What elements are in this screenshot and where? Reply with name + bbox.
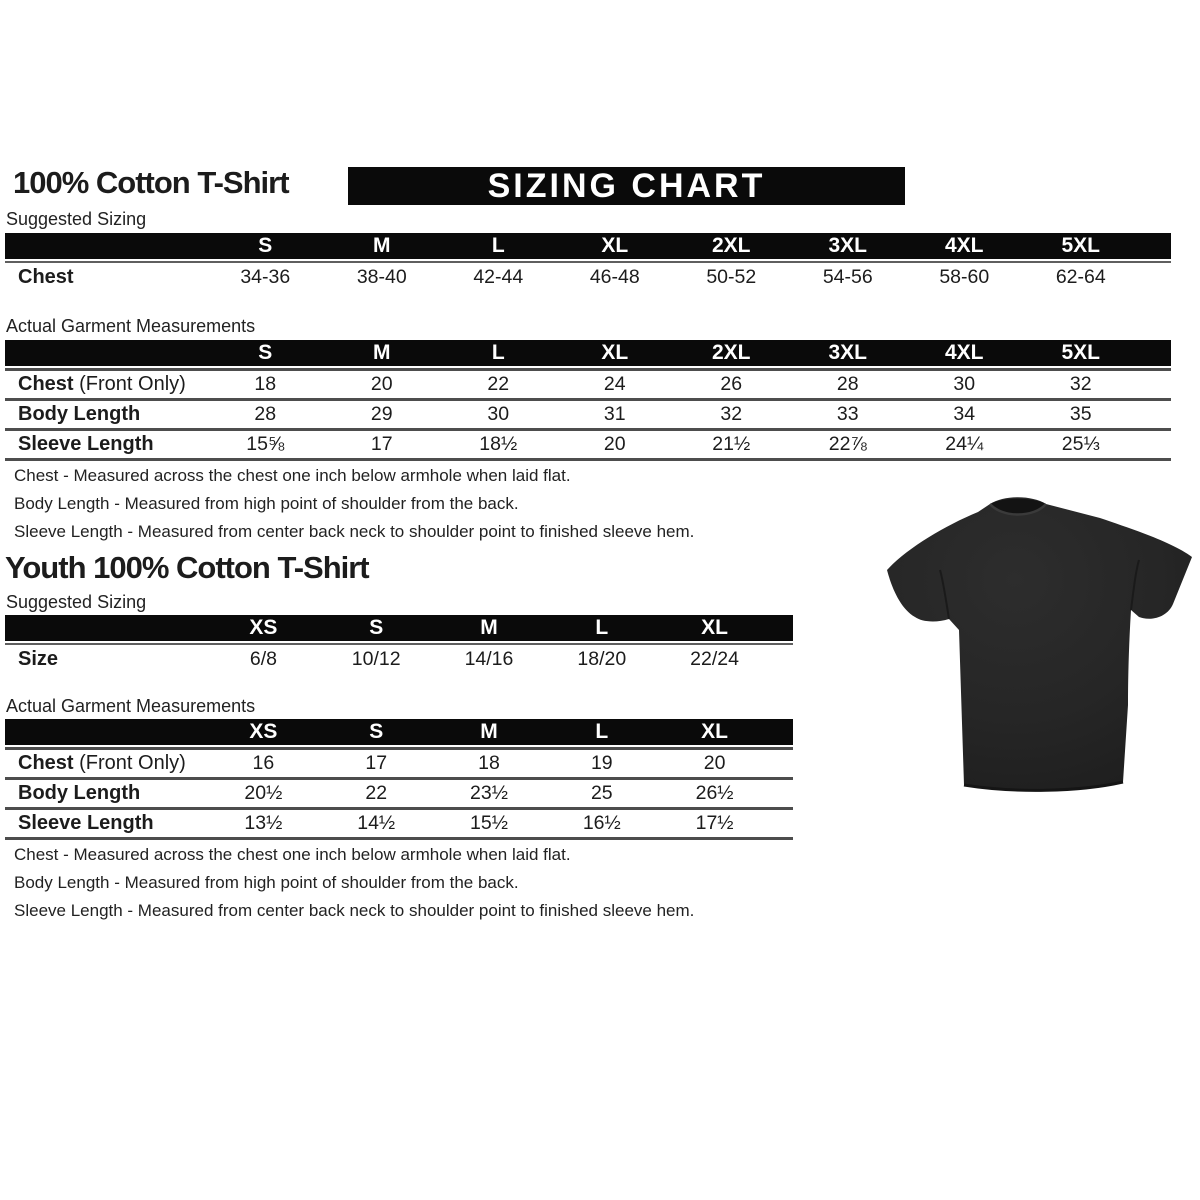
sleeve-length-measurement-note: Sleeve Length - Measured from center back neck to shoulder point to finished sleeve hem.: [14, 522, 695, 541]
measurement-cell: 62-64: [1055, 265, 1106, 288]
measurement-cell: 19: [590, 752, 613, 774]
size-column-header: M: [373, 341, 391, 364]
measurement-cell: 26½: [695, 782, 734, 804]
row-label: Body Length: [18, 782, 141, 804]
row-label: Chest (Front Only): [18, 752, 186, 774]
table-row: [5, 780, 793, 810]
measurement-cell: 26: [720, 373, 743, 395]
measurement-cell: 28: [836, 373, 859, 395]
measurement-cell: 22: [487, 373, 510, 395]
youth-chest-measurement-note: Chest - Measured across the chest one inch below armhole when laid flat.: [14, 845, 571, 864]
measurement-cell: 24¼: [945, 433, 984, 455]
measurement-cell: 20½: [244, 782, 283, 804]
measurement-cell: 50-52: [706, 265, 757, 288]
size-column-header: L: [491, 234, 505, 257]
table-row: [5, 401, 1171, 431]
size-column-header: 4XL: [944, 234, 984, 257]
measurement-cell: 17: [370, 433, 393, 455]
adult-actual-measurements-table: [5, 340, 1171, 461]
row-label: Size: [18, 647, 59, 670]
measurement-cell: 16½: [582, 812, 621, 834]
size-header-row: [5, 233, 1171, 259]
measurement-cell: 38-40: [356, 265, 407, 288]
measurement-cell: 18/20: [577, 647, 627, 670]
size-header-row: [5, 615, 793, 641]
size-column-header: L: [491, 341, 505, 364]
measurement-cell: 14½: [357, 812, 396, 834]
sizing-chart-banner-label: SIZING CHART: [487, 166, 766, 205]
measurement-cell: 20: [370, 373, 393, 395]
measurement-cell: 34-36: [240, 265, 291, 288]
measurement-cell: 21½: [712, 433, 751, 455]
measurement-cell: 25: [590, 782, 613, 804]
measurement-cell: 42-44: [473, 265, 524, 288]
youth-sleeve-length-measurement-note: Sleeve Length - Measured from center back neck to shoulder point to finished sleeve hem.: [14, 901, 695, 920]
adult-suggested-sizing-table: [5, 233, 1171, 291]
size-column-header: XS: [249, 720, 278, 743]
measurement-cell: 22/24: [690, 647, 739, 670]
youth-actual-measurements-table: [5, 719, 793, 840]
youth-body-length-measurement-note: Body Length - Measured from high point of shoulder from the back.: [14, 873, 519, 892]
measurement-cell: 29: [370, 403, 393, 425]
measurement-cell: 16: [252, 752, 275, 774]
row-label: Chest (Front Only): [18, 373, 186, 395]
measurement-cell: 14/16: [464, 647, 514, 670]
measurement-cell: 24: [603, 373, 626, 395]
size-column-header: S: [369, 720, 384, 743]
measurement-cell: 33: [836, 403, 859, 425]
size-column-header: 5XL: [1061, 234, 1100, 257]
sizing-chart-banner: [348, 167, 905, 205]
measurement-cell: 17½: [695, 812, 734, 834]
measurement-cell: 22⅞: [828, 433, 867, 455]
measurement-cell: 30: [487, 403, 510, 425]
measurement-cell: 17: [365, 752, 388, 774]
table-row: [5, 747, 793, 780]
measurement-cell: 18: [254, 373, 277, 395]
size-column-header: M: [480, 720, 498, 743]
size-header-row: [5, 340, 1171, 366]
adult-suggested-sizing-label: Suggested Sizing: [6, 209, 147, 229]
measurement-cell: 15½: [470, 812, 508, 834]
table-row: [5, 643, 793, 673]
chest-measurement-note: Chest - Measured across the chest one inch below armhole when laid flat.: [14, 466, 571, 485]
measurement-cell: 32: [720, 403, 743, 425]
row-label: Chest: [18, 265, 74, 288]
youth-actual-measurements-label: Actual Garment Measurements: [6, 696, 256, 716]
measurement-cell: 46-48: [589, 265, 640, 288]
table-row: [5, 368, 1171, 401]
measurement-cell: 22: [365, 782, 388, 804]
measurement-cell: 58-60: [939, 265, 990, 288]
size-header-row: [5, 719, 793, 745]
measurement-cell: 13½: [244, 812, 283, 834]
measurement-cell: 18½: [479, 433, 518, 455]
adult-section-title: 100% Cotton T-Shirt: [13, 165, 289, 200]
measurement-cell: 20: [703, 752, 726, 774]
size-column-header: XL: [601, 234, 629, 257]
measurement-cell: 32: [1069, 373, 1092, 395]
size-column-header: L: [595, 616, 609, 639]
adult-actual-measurements-label: Actual Garment Measurements: [6, 316, 256, 336]
size-column-header: 3XL: [828, 234, 867, 257]
body-length-measurement-note: Body Length - Measured from high point of shoulder from the back.: [14, 494, 519, 513]
size-column-header: M: [373, 234, 391, 257]
row-label: Body Length: [18, 403, 141, 425]
size-column-header: XL: [701, 720, 728, 743]
measurement-cell: 31: [603, 403, 626, 425]
size-column-header: 2XL: [711, 341, 751, 364]
measurement-cell: 30: [953, 373, 976, 395]
black-tshirt-icon: [884, 490, 1198, 802]
measurement-cell: 15⅝: [246, 433, 285, 455]
youth-suggested-sizing-table: [5, 615, 793, 673]
size-column-header: XL: [701, 616, 728, 639]
measurement-cell: 20: [603, 433, 626, 455]
youth-section-title: Youth 100% Cotton T-Shirt: [5, 550, 369, 585]
size-column-header: 5XL: [1061, 341, 1100, 364]
measurement-cell: 18: [478, 752, 500, 774]
youth-suggested-sizing-label: Suggested Sizing: [6, 592, 147, 612]
size-column-header: XL: [601, 341, 629, 364]
measurement-cell: 34: [953, 403, 976, 425]
size-column-header: S: [258, 341, 273, 364]
table-row: [5, 810, 793, 840]
row-label: Sleeve Length: [18, 433, 154, 455]
measurement-cell: 23½: [470, 782, 508, 804]
table-row: [5, 261, 1171, 291]
black-tshirt-photo: [884, 490, 1198, 802]
size-column-header: XS: [249, 616, 278, 639]
measurement-cell: 25⅓: [1061, 433, 1100, 455]
size-column-header: S: [369, 616, 384, 639]
size-column-header: L: [595, 720, 609, 743]
size-column-header: 3XL: [828, 341, 867, 364]
measurement-cell: 10/12: [351, 647, 401, 670]
measurement-cell: 54-56: [822, 265, 873, 288]
size-column-header: M: [480, 616, 498, 639]
measurement-cell: 28: [254, 403, 277, 425]
size-column-header: 2XL: [711, 234, 751, 257]
table-row: [5, 431, 1171, 461]
measurement-cell: 35: [1069, 403, 1092, 425]
size-column-header: S: [258, 234, 273, 257]
measurement-cell: 6/8: [249, 647, 277, 670]
size-column-header: 4XL: [944, 341, 984, 364]
row-label: Sleeve Length: [18, 812, 154, 834]
